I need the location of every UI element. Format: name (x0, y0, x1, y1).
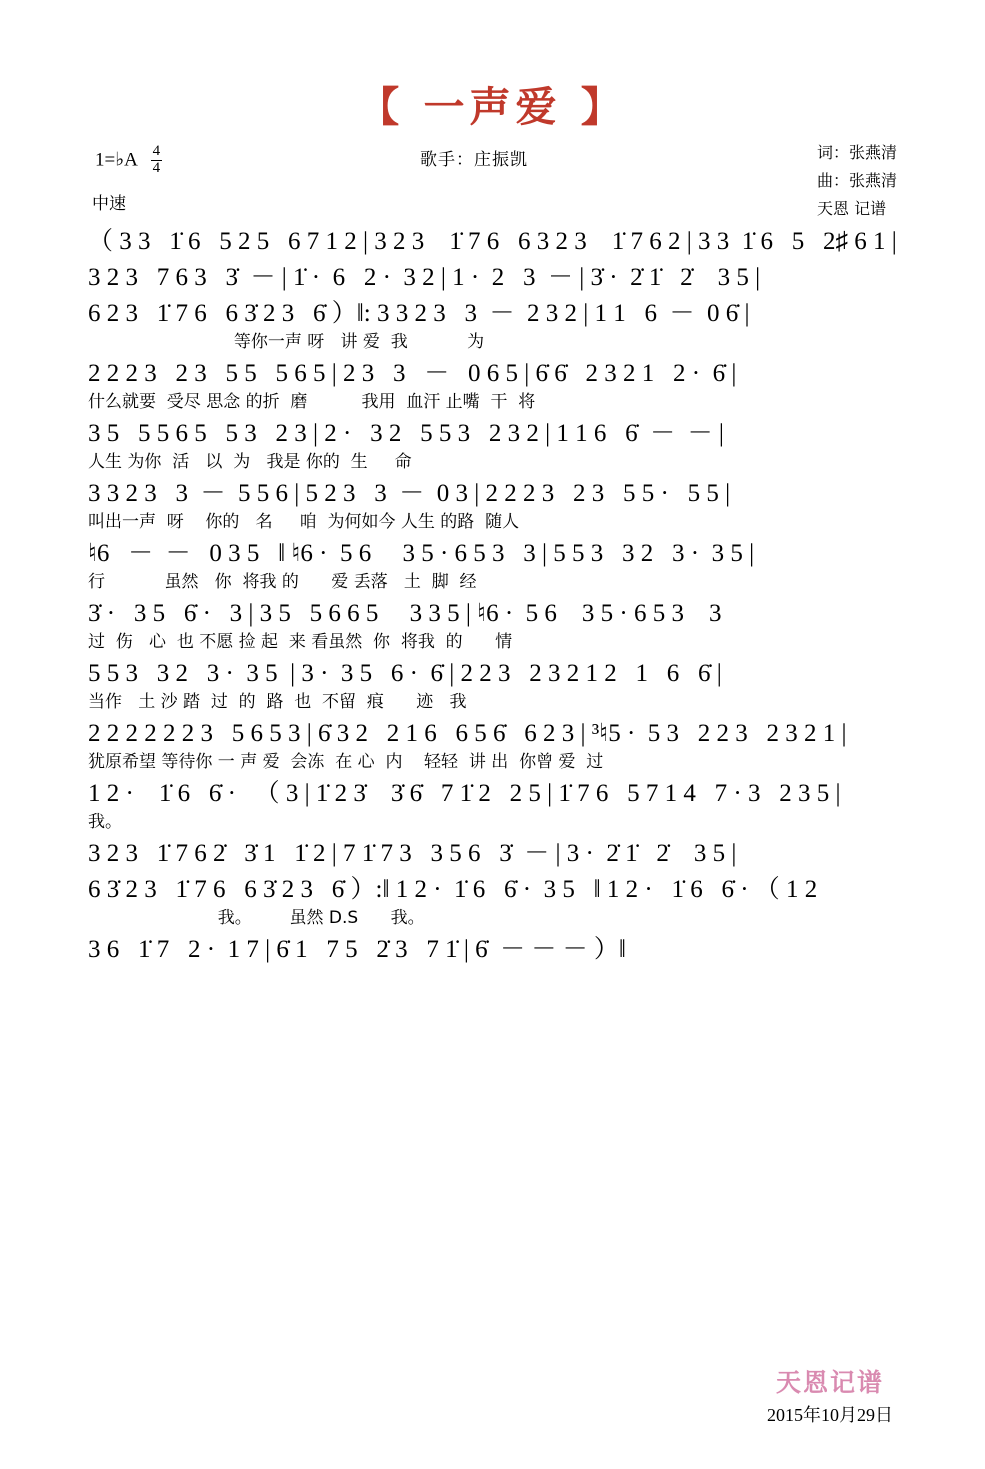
note-row: 3 6 1̇ 7 2 · 1 7 | 6̇ 1 7 5 2̇ 3 7 1̇ | 6̇ － － － ）‖ (88, 936, 626, 963)
note-row: （ 3 3 1̇ 6 5 2 5 6 7 1 2 | 3 2 3 1̇ 7 6 6 3 2 3 1̇ 7 6 2 | 3 3 1̇ 6 5 2♯ 6 1 | (88, 228, 897, 255)
tempo-marking: 中速 (92, 194, 126, 214)
note-row: 2 2 2 3 2 3 5 5 5 6 5 | 2 3 3 － 0 6 5 | 6̇ 6̇ 2 3 2 1 2 · 6̇ | (88, 360, 737, 387)
time-signature-numerator: 4 (152, 143, 161, 159)
score-line (88, 261, 897, 295)
credits-block (817, 139, 897, 223)
note-row: 3 2 3 7 6 3 3̇ － | 1̇ · 6 2 · 3 2 | 1 · 2 3 － | 3̇ · 2̇ 1̇ 2̇ 3 5 | (88, 264, 761, 291)
note-row: 3̇ · 3 5 6̇ · 3 | 3 5 5 6 6 5 3 3 5 | ♮6 · 5 6 3 5 · 6 5 3 3 (88, 600, 722, 627)
score-line (88, 537, 897, 595)
score-line (88, 357, 897, 415)
score-line (88, 777, 897, 835)
header-block (0, 133, 985, 225)
lyric-row: 我。 虽然 D.S 我。 (88, 908, 425, 928)
score-line (88, 297, 897, 355)
singer-credit: 歌手：庄振凯 (420, 150, 528, 170)
score-line (88, 477, 897, 535)
note-row: 3 2 3 1̇ 7 6 2̇ 3̇ 1 1̇ 2 | 7 1̇ 7 3 3 5 6 3̇ － | 3 · 2̇ 1̇ 2̇ 3 5 | (88, 840, 737, 867)
score-line (88, 717, 897, 775)
lyric-row: 等你一声 呀 讲 爱 我 为 (88, 332, 485, 352)
lyricist-credit: 词：张燕清 (816, 143, 897, 162)
score-line (88, 657, 897, 715)
lyric-row: 人生 为你 活 以 为 我是 你的 生 命 (88, 452, 412, 472)
lyric-row: 当作 土 沙 踏 过 的 路 也 不留 痕 迹 我 (88, 692, 467, 712)
note-row: ♮6 － － 0 3 5 ‖ ♮6 · 5 6 3 5 · 6 5 3 3 | 5 5 3 3 2 3 · 3 5 | (88, 540, 755, 567)
score-line (88, 597, 897, 655)
note-row: 6 2 3 1̇ 7 6 6 3̇ 2 3 6̇ ）‖: 3 3 2 3 3 － 2 3 2 | 1 1 6 － 0 6̇ | (88, 300, 750, 327)
note-row: 2 2 2 2 2 2 3 5 6 5 3 | 6̇ 3 2 2 1 6 6 5 6̇ 6 2 3 | ³♮5 · 5 3 2 2 3 2 3 2 1 | (88, 720, 847, 747)
lyric-row: 什么就要 受尽 思念 的折 磨 我用 血汗 止嘴 干 将 (88, 392, 536, 412)
score-line (88, 933, 897, 967)
note-row: 3 3 2 3 3 － 5 5 6 | 5 2 3 3 － 0 3 | 2 2 2 3 2 3 5 5 · 5 5 | (88, 480, 731, 507)
note-row: 5 5 3 3 2 3 · 3 5 | 3 · 3 5 6 · 6̇ | 2 2 3 2 3 2 1 2 1 6 6̇ | (88, 660, 722, 687)
lyric-row: 叫出一声 呀 你的 名 咱 为何如今 人生 的路 随人 (88, 512, 520, 532)
transcriber-credit: 天恩 记谱 (816, 199, 887, 218)
page-title: 【 一声爱 】 (358, 83, 627, 131)
transcriber-stamp (767, 1363, 893, 1427)
score-line (88, 417, 897, 475)
time-signature (151, 144, 163, 177)
key-signature (95, 145, 162, 178)
date-text: 2015年10月29日 (767, 1405, 893, 1425)
time-signature-denominator: 4 (152, 159, 161, 176)
note-row: 3 5 5 5 6 5 5 3 2 3 | 2 · 3 2 5 5 3 2 3 2 | 1 1 6 6̇ － － | (88, 420, 724, 447)
composer-credit: 曲：张燕清 (816, 171, 897, 190)
music-body (88, 225, 897, 967)
lyric-row: 行 虽然 你 将我 的 爱 丢落 土 脚 经 (88, 572, 477, 592)
lyric-row: 我。 (88, 812, 122, 832)
note-row: 1 2 · 1̇ 6 6̇ · （ 3 | 1̇ 2 3̇ 3̇ 6̇ 7 1̇ 2 2 5 | 1̇ 7 6 5 7 1 4 7 · 3 2 3 5 | (88, 780, 841, 807)
lyric-row: 过 伤 心 也 不愿 捡 起 来 看虽然 你 将我 的 情 (88, 632, 513, 652)
score-line (88, 225, 897, 259)
seal-text: 天恩记谱 (775, 1368, 884, 1397)
key-signature-text: 1=♭A (95, 149, 137, 171)
score-line (88, 837, 897, 871)
title-block (0, 0, 985, 133)
score-line (88, 873, 897, 931)
note-row: 6 3̇ 2 3 1̇ 7 6 6 3̇ 2 3 6̇ ）:‖ 1 2 · 1̇ 6 6̇ · 3 5 ‖ 1 2 · 1̇ 6 6̇ · （ 1 2 (88, 876, 818, 903)
lyric-row: 犹原希望 等待你 一 声 爱 会冻 在 心 内 轻轻 讲 出 你曾 爱 过 (88, 752, 604, 772)
